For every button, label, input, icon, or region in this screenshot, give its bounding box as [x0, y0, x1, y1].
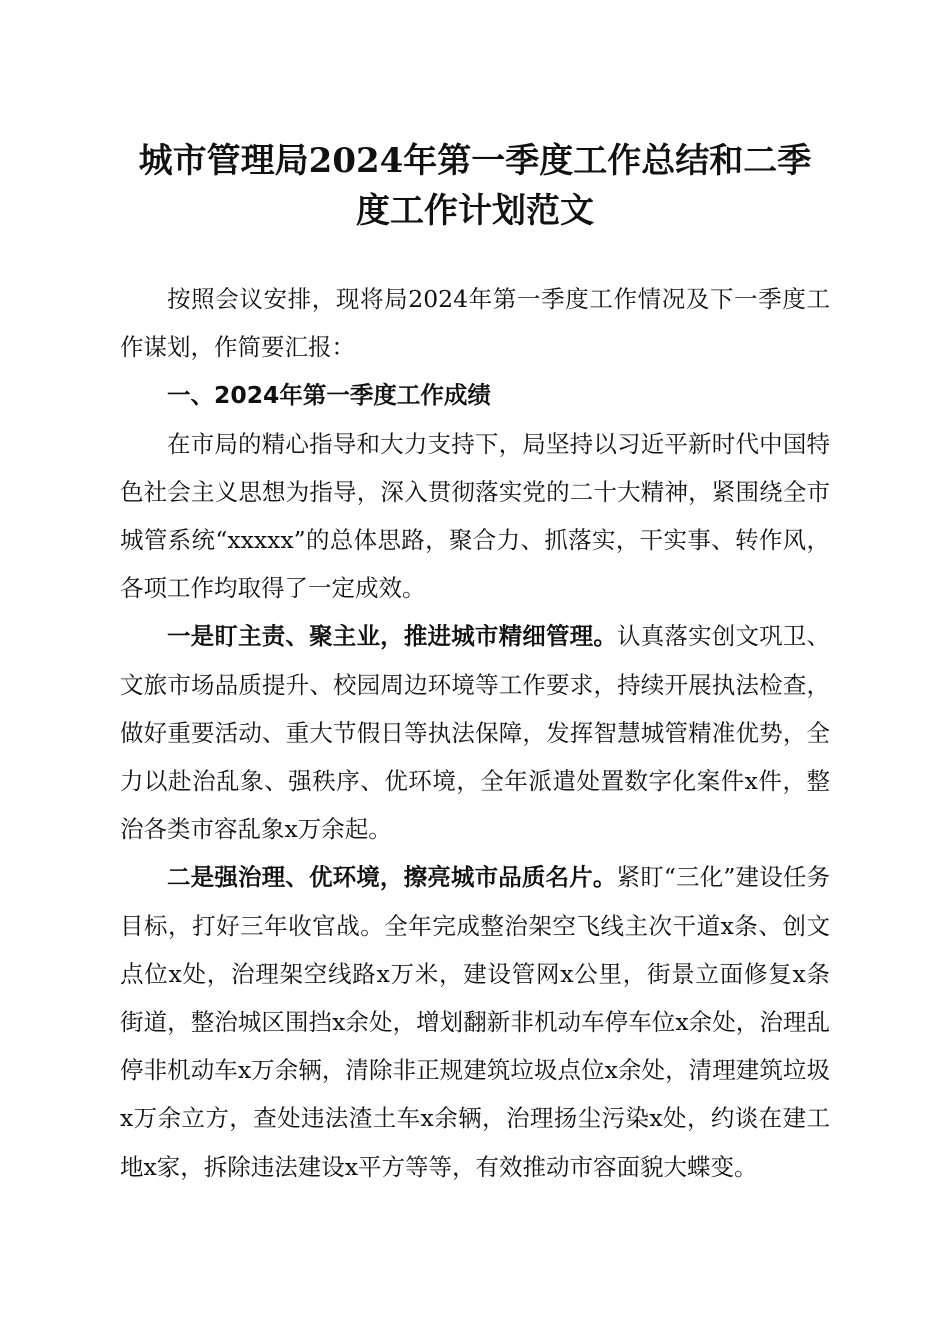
paragraph-3	[120, 853, 830, 1190]
section-1-heading: 一、2024年第一季度工作成绩	[167, 381, 491, 410]
paragraph-1: 在市局的精心指导和大力支持下，局坚持以习近平新时代中国特色社会主义思想为指导，深入贯彻落实党的二十大精神，紧围绕全市城管系统“xxxxx”的总体思路，聚合力、抓落实，干实事、转作风，各项工作均取得了一定成效。	[120, 429, 830, 603]
intro-paragraph: 按照会议安排，现将局2024年第一季度工作情况及下一季度工作谋划，作简要汇报：	[120, 285, 830, 362]
paragraph-2	[120, 612, 830, 853]
paragraph-2-lead: 一是盯主责、聚主业，推进城市精细管理。	[167, 622, 618, 651]
paragraph-3-body: 紧盯“三化”建设任务目标，打好三年收官战。全年完成整治架空飞线主次干道x条、创文点位x处，治理架空线路x万米，建设管网x公里，街景立面修复x条街道，整治城区围挡x余处，增划翻新非机动车停车位x余处，治理乱停非机动车x万余辆，清除非正规建筑垃圾点位x余处，清理建筑垃圾x万余立方，查处违法渣土车x余辆，治理扬尘污染x处，约谈在建工地x家，拆除违法建设x平方等等，有效推动市容面貌大蝶变。	[120, 863, 831, 1181]
paragraph-3-lead: 二是强治理、优环境，擦亮城市品质名片。	[167, 863, 617, 892]
title-line-1: 城市管理局2024年第一季度工作总结和二季	[138, 141, 812, 181]
paragraph-2-body: 认真落实创文巩卫、文旅市场品质提升、校园周边环境等工作要求，持续开展执法检查，做好重要活动、重大节假日等执法保障，发挥智慧城管精准优势，全力以赴治乱象、强秩序、优环境，全年派遣处置数字化案件x件，整治各类市容乱象x万余起。	[120, 622, 831, 844]
document-title	[110, 136, 840, 236]
title-line-2: 度工作计划范文	[356, 191, 594, 231]
document-body	[120, 275, 830, 1191]
